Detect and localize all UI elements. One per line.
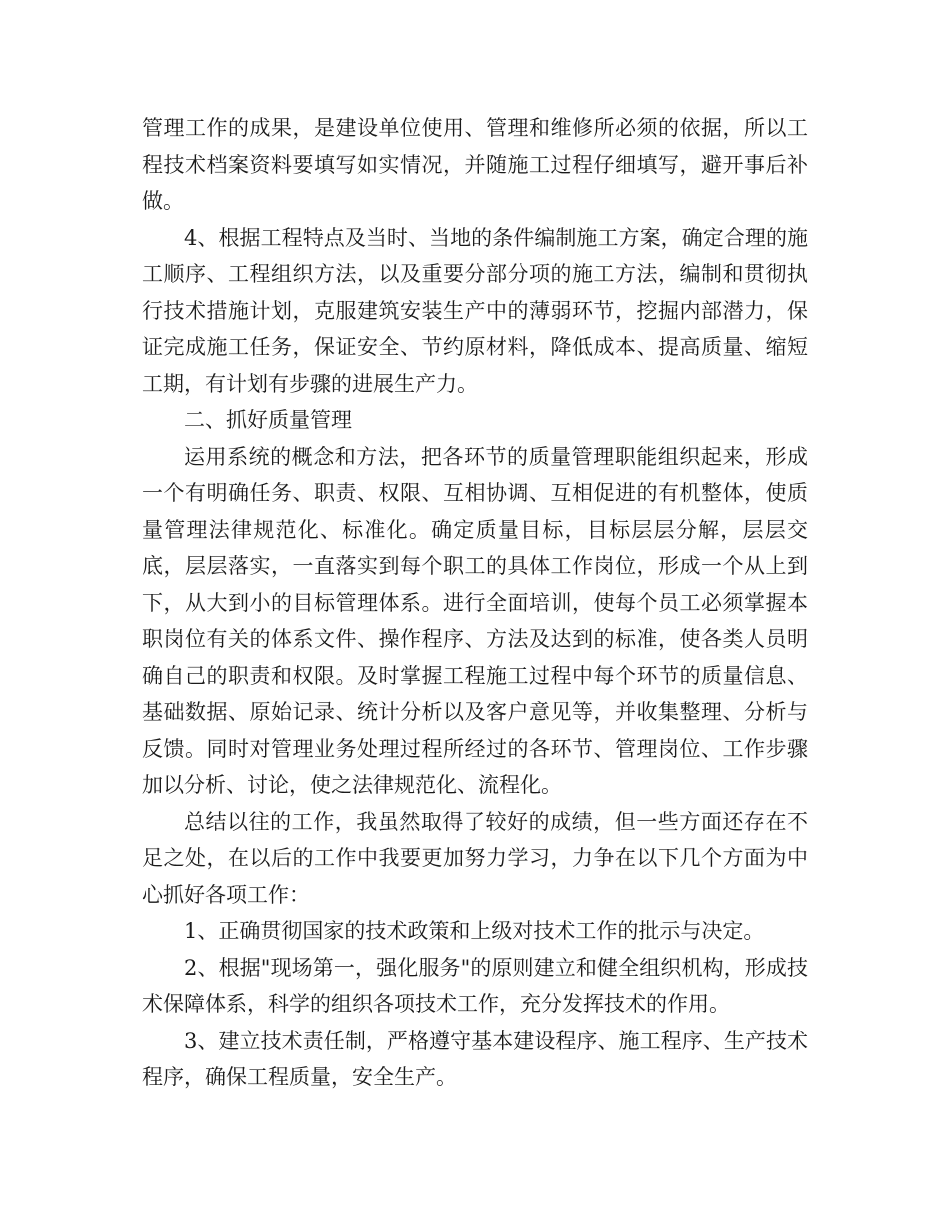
paragraph-quality-system: 运用系统的概念和方法，把各环节的质量管理职能组织起来，形成一个有明确任务、职责、权限、互相协调、互相促进的有机整体，使质量管理法律规范化、标准化。确定质量目标，目标层层分解，层层交底，层层落实，一直落实到每个职工的具体工作岗位，形成一个从上到下，从大到小的目标管理体系。进行全面培训，使每个员工必须掌握本职岗位有关的体系文件、操作程序、方法及达到的标准，使各类人员明确自己的职责和权限。及时掌握工程施工过程中每个环节的质量信息、基础数据、原始记录、统计分析以及客户意见等，并收集整理、分析与反馈。同时对管理业务处理过程所经过的各环节、管理岗位、工作步骤加以分析、讨论，使之法律规范化、流程化。 xyxy=(142,444,808,797)
paragraph-archive-records: 管理工作的成果，是建设单位使用、管理和维修所必须的依据，所以工程技术档案资料要填写如实情况，并随施工过程仔细填写，避开事后补做。 xyxy=(142,116,808,213)
paragraph-summary: 总结以往的工作，我虽然取得了较好的成绩，但一些方面还存在不足之处，在以后的工作中我要更加努力学习，力争在以下几个方面为中心抓好各项工作： xyxy=(142,809,808,907)
document-page xyxy=(142,110,808,1096)
list-item-2-organization: 2、根据"现场第一，强化服务"的原则建立和健全组织机构，形成技术保障体系，科学的组织各项技术工作，充分发挥技术的作用。 xyxy=(142,955,808,1016)
list-item-1-policy: 1、正确贯彻国家的技术政策和上级对技术工作的批示与决定。 xyxy=(184,919,765,943)
list-item-3-responsibility: 3、建立技术责任制，严格遵守基本建设程序、施工程序、生产技术程序，确保工程质量，安全生产。 xyxy=(142,1028,808,1089)
paragraph-item-4-construction-plan: 4、根据工程特点及当时、当地的条件编制施工方案，确定合理的施工顺序、工程组织方法，以及重要分部分项的施工方法，编制和贯彻执行技术措施计划，克服建筑安装生产中的薄弱环节，挖掘内部潜力，保证完成施工任务，保证安全、节约原材料，降低成本、提高质量、缩短工期，有计划有步骤的进展生产力。 xyxy=(142,225,808,396)
section-heading-quality-management: 二、抓好质量管理 xyxy=(184,408,352,432)
